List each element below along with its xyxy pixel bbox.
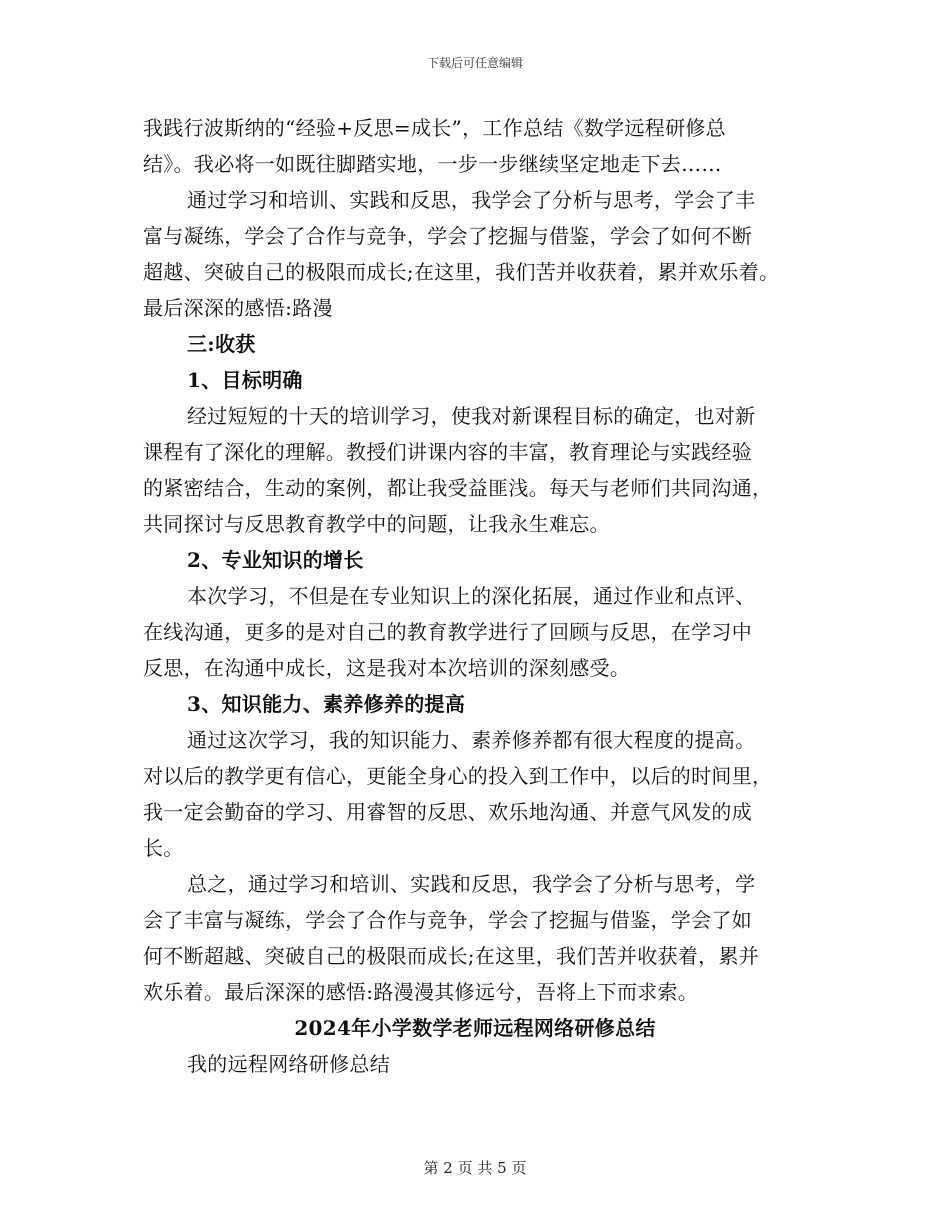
body-line: 最后深深的感悟:路漫 [143,296,333,320]
document-title: 2024年小学数学老师远程网络研修总结 [294,1016,656,1040]
body-line: 对以后的教学更有信心，更能全身心的投入到工作中，以后的时间里， [143,764,773,788]
body-line: 长。 [143,836,184,860]
body-line: 共同探讨与反思教育教学中的问题，让我永生难忘。 [143,512,610,536]
subsection-heading: 2、专业知识的增长 [187,548,364,572]
subsection-heading: 3、知识能力、素养修养的提高 [187,692,466,716]
body-line: 的紧密结合，生动的案例，都让我受益匪浅。每天与老师们共同沟通， [143,476,773,500]
body-line: 反思，在沟通中成长，这是我对本次培训的深刻感受。 [143,656,631,680]
body-line: 富与凝练，学会了合作与竞争，学会了挖掘与借鉴，学会了如何不断 [143,224,752,248]
subsection-heading: 1、目标明确 [187,368,303,392]
body-line: 何不断超越、突破自己的极限而成长;在这里，我们苦并收获着，累并 [143,944,760,968]
body-line: 本次学习，不但是在专业知识上的深化拓展，通过作业和点评、 [187,584,756,608]
page-header: 下载后可任意编辑 [426,56,523,70]
body-line: 结》。我必将一如既往脚踏实地，一步一步继续坚定地走下去…… [143,152,722,176]
body-line: 会了丰富与凝练，学会了合作与竞争，学会了挖掘与借鉴，学会了如 [143,908,752,932]
body-line: 在线沟通，更多的是对自己的教育教学进行了回顾与反思，在学习中 [143,620,752,644]
body-line: 我践行波斯纳的“经验+反思=成长”，工作总结《数学远程研修总 [143,116,726,140]
body-line: 超越、突破自己的极限而成长;在这里，我们苦并收获着，累并欢乐着。 [143,260,780,284]
body-line: 我的远程网络研修总结 [187,1052,390,1076]
body-line: 总之，通过学习和培训、实践和反思，我学会了分析与思考，学 [187,872,756,896]
document-body [143,110,823,1082]
page-footer: 第 2 页 共 5 页 [423,1159,527,1177]
section-heading: 三:收获 [187,332,256,356]
body-line: 欢乐着。最后深深的感悟:路漫漫其修远兮，吾将上下而求索。 [143,980,699,1004]
body-line: 通过学习和培训、实践和反思，我学会了分析与思考，学会了丰 [187,188,756,212]
body-line: 经过短短的十天的培训学习，使我对新课程目标的确定，也对新 [187,404,756,428]
body-line: 通过这次学习，我的知识能力、素养修养都有很大程度的提高。 [187,728,756,752]
body-line: 我一定会勤奋的学习、用睿智的反思、欢乐地沟通、并意气风发的成 [143,800,752,824]
body-line: 课程有了深化的理解。教授们讲课内容的丰富，教育理论与实践经验 [143,440,752,464]
